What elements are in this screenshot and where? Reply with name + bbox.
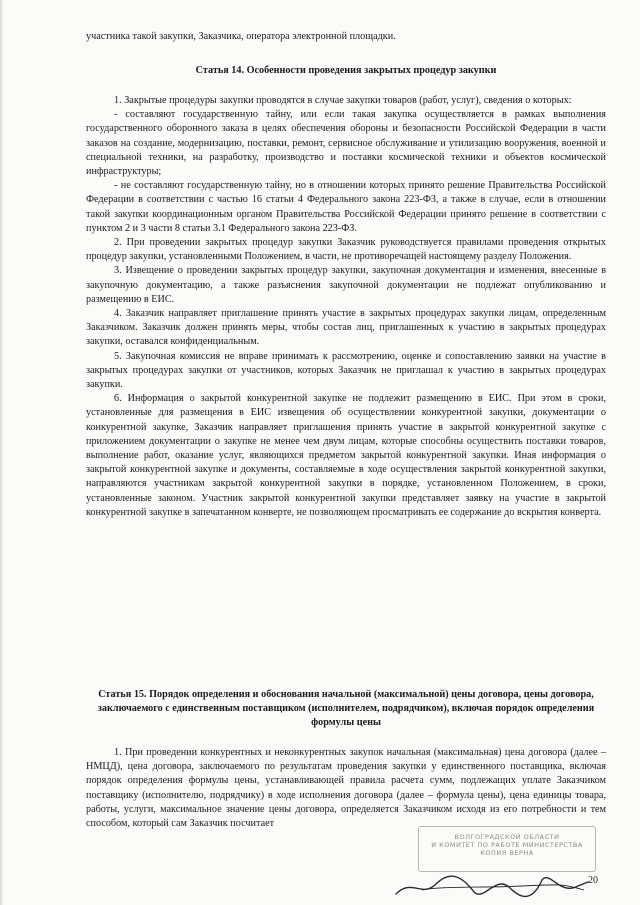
stamp-line: ВОЛГОГРАДСКОЙ ОБЛАСТИ <box>454 833 560 841</box>
article-14-paragraph: 1. Закрытые процедуры закупки проводятся в случае закупки товаров (работ, услуг), сведения о которых: <box>114 95 572 106</box>
article-15-body <box>86 746 606 831</box>
stamp-line: КОПИЯ ВЕРНА <box>480 849 534 857</box>
top-line: участника такой закупки, Заказчика, оператора электронной площадки. <box>86 31 396 42</box>
article-15-title: Статья 15. Порядок определения и обоснования начальной (максимальной) цены договора, цены договора, заключаемого с единственным поставщиком (исполнителем, подрядчиком), включая порядок определения формулы цены <box>97 689 595 729</box>
handwritten-signature <box>392 868 592 902</box>
scan-edge <box>0 0 4 905</box>
stamp-line: И КОМИТЕТ ПО РАБОТЕ МИНИСТЕРСТВА <box>431 841 583 849</box>
certification-stamp <box>418 826 596 872</box>
article-14-paragraph: 2. При проведении закрытых процедур закупки Заказчик руководствуется правилами проведения открытых процедур закупки, установленными Положением, в части, не противоречащей настоящему разделу Положения. <box>86 237 606 263</box>
article-14-paragraph: 6. Информация о закрытой конкурентной закупке не подлежит размещению в ЕИС. При этом в сроки, установленные для размещения в ЕИС извещения об осуществлении конкурентной закупки, документации о конкурентной закупке, Заказчик направляет приглашения принять участие в закрытой конкурентной закупке с приложением документации о закупке не менее чем двум лицам, которые способны осуществить поставки товаров, выполнение работ, оказание услуг, являющихся предметом закрытой конкурентной закупки. Иная информация о закрытой конкурентной закупке и документы, составляемые в ходе осуществления закрытой конкурентной закупки, направляются участникам закрытой конкурентной закупки в порядке, установленном Положением, в сроки, установленные законом. Участник закрытой конкурентной закупки представляет заявку на участие в закрытой конкурентной закупке в запечатанном конверте, не позволяющем просматривать ее содержание до вскрытия конверта. <box>86 393 606 518</box>
article-15-paragraph: 1. При проведении конкурентных и неконкурентных закупок начальная (максимальная) цена договора (далее – НМЦД), цена договора, заключаемого по результатам проведения закупки у единственного поставщика, включая порядок определения формулы цены, устанавливающей правила расчета сумм, подлежащих уплате Заказчиком поставщику (исполнителю, подрядчику) в ходе исполнения договора (далее – формула цены), цена единицы товара, работы, услуги, максимальное значение цены договора, определяется Заказчиком исходя из его потребности и тем способом, который сам Заказчик посчитает <box>86 747 606 830</box>
article-14-paragraph: - составляют государственную тайну, или если такая закупка осуществляется в рамках выполнения государственного оборонного заказа в целях обеспечения обороны и безопасности Российской Федерации в части заказов на создание, модернизацию, поставки, ремонт, сервисное обслуживание и утилизацию вооружения, военной и специальной техники, на разработку, производство и поставки космической техники и объектов космической инфраструктуры; <box>86 109 606 178</box>
page-number: 20 <box>588 875 598 886</box>
article-14-body <box>86 94 606 520</box>
article-14-title: Статья 14. Особенности проведения закрытых процедур закупки <box>195 65 497 76</box>
continuation-line <box>86 30 606 44</box>
article-14-paragraph: 3. Извещение о проведении закрытых процедур закупки, закупочная документация и изменения, внесенные в закупочную документацию, а также разъяснения закупочной документации не подлежат опубликованию и размещению в ЕИС. <box>86 265 606 305</box>
article-14-paragraph: 4. Заказчик направляет приглашение принять участие в закрытых процедурах закупки лицам, определенным Заказчиком. Заказчик должен принять меры, чтобы состав лиц, приглашенных к участию в закрытых процедурах закупки, оставался конфиденциальным. <box>86 308 606 348</box>
article-14-paragraph: 5. Закупочная комиссия не вправе принимать к рассмотрению, оценке и сопоставлению заявки на участие в закрытых процедурах закупки от участников, которых Заказчик не приглашал к участию в закрытых процедурах закупки. <box>86 350 606 391</box>
article-14-paragraph: - не составляют государственную тайну, но в отношении которых принято решение Правительства Российской Федерации в соответствии с частью 16 статьи 4 Федерального закона 223-ФЗ, а также в случае, если в отношении такой закупки координационным органом Правительства Российской Федерации принято решение в соответствии с пунктом 2 и 3 части 8 статьи 3.1 Федерального закона 223-ФЗ. <box>86 180 606 234</box>
